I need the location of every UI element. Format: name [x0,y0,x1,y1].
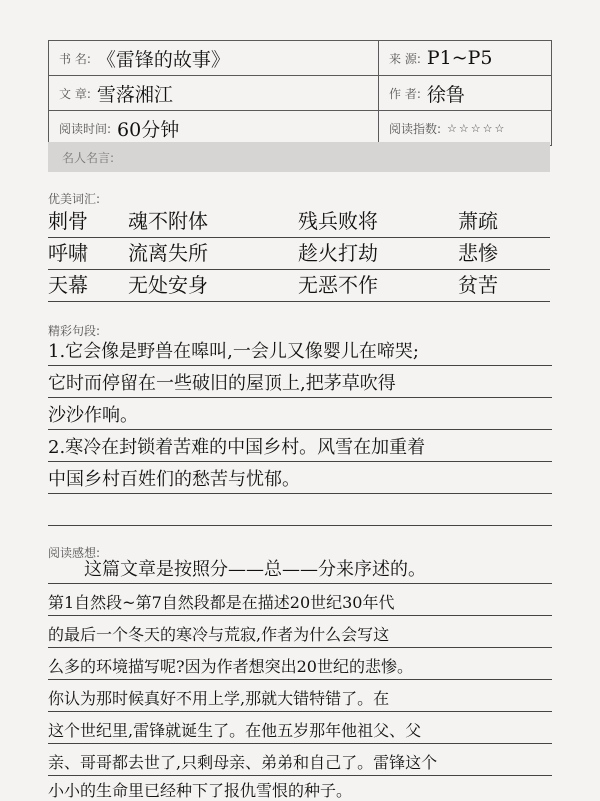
author-value: 徐鲁 [426,83,465,106]
vocab-label: 优美词汇: [48,192,101,206]
thought-text: 小小的生命里已经种下了报仇雪恨的种子。 [48,781,353,800]
vocab-row [48,206,550,238]
thought-text: 的最后一个冬天的寒冷与荒寂,作者为什么会写这 [48,625,390,644]
header-row-time [49,111,551,146]
header-table [48,40,552,146]
passage-text: 沙沙作响。 [48,405,138,426]
passage-line [48,462,552,494]
passage-text: 它时而停留在一些破旧的屋顶上,把茅草吹得 [48,373,396,394]
passage-line [48,494,552,526]
vocab-word: 无处安身 [128,273,208,297]
time-value: 60分钟 [117,118,180,141]
vocab-grid [48,206,550,302]
thought-text: 这篇文章是按照分——总——分来序述的。 [48,559,426,580]
passage-line [48,366,552,398]
book-value: 《雷锋的故事》 [96,48,230,71]
thought-line [48,744,552,776]
vocab-word: 流离失所 [128,241,208,265]
rating-stars: ☆☆☆☆☆ [447,121,507,135]
passages-lines [48,334,552,526]
thoughts-lines [48,552,552,776]
article-value: 雪落湘江 [96,83,173,106]
quotes-label: 名人名言: [62,150,115,165]
thought-text: 第1自然段~第7自然段都是在描述20世纪30年代 [48,593,395,612]
thought-line [48,584,552,616]
index-label: 阅读指数: [389,121,442,136]
vocab-word: 呼啸 [48,241,88,265]
thought-text: 亲、哥哥都去世了,只剩母亲、弟弟和自己了。雷锋这个 [48,753,438,772]
book-label: 书 名: [59,51,91,66]
article-label: 文 章: [59,86,91,101]
vocab-word: 贫苦 [458,273,498,297]
vocab-word: 残兵败将 [298,209,378,233]
header-row-book [49,41,551,76]
passage-line [48,334,552,366]
thought-line [48,712,552,744]
thought-text: 这个世纪里,雷锋就诞生了。在他五岁那年他祖父、父 [48,721,422,740]
thought-line [48,648,552,680]
passages-label: 精彩句段: [48,324,101,338]
thought-text: 么多的环境描写呢?因为作者想突出20世纪的悲惨。 [48,657,413,676]
passage-text: 2.寒冷在封锁着苦难的中国乡村。风雪在加重着 [48,437,426,458]
quotes-bar [48,142,550,172]
vocab-word: 魂不附体 [128,209,208,233]
vocab-word: 萧疏 [458,209,498,233]
vocab-word: 无恶不作 [298,273,378,297]
passage-text: 中国乡村百姓们的愁苦与忧郁。 [48,469,300,490]
thought-text: 你认为那时候真好不用上学,那就大错特错了。在 [48,689,390,708]
source-label: 来 源: [389,51,421,66]
passage-line [48,430,552,462]
passage-text: 1.它会像是野兽在嗥叫,一会儿又像婴儿在啼哭; [48,341,419,362]
thought-line [48,680,552,712]
vocab-word: 天幕 [48,273,88,297]
header-row-article [49,76,551,111]
thought-line [48,616,552,648]
vocab-row [48,238,550,270]
passage-line [48,398,552,430]
vocab-word: 刺骨 [48,209,88,233]
last-thought-line [48,778,552,801]
thought-line [48,552,552,584]
author-label: 作 者: [389,86,421,101]
source-value: P1~P5 [426,47,493,69]
vocab-word: 趁火打劫 [298,241,378,265]
time-label: 阅读时间: [59,121,112,136]
thoughts-label: 阅读感想: [48,546,101,560]
vocab-row [48,270,550,302]
vocab-word: 悲惨 [458,241,498,265]
